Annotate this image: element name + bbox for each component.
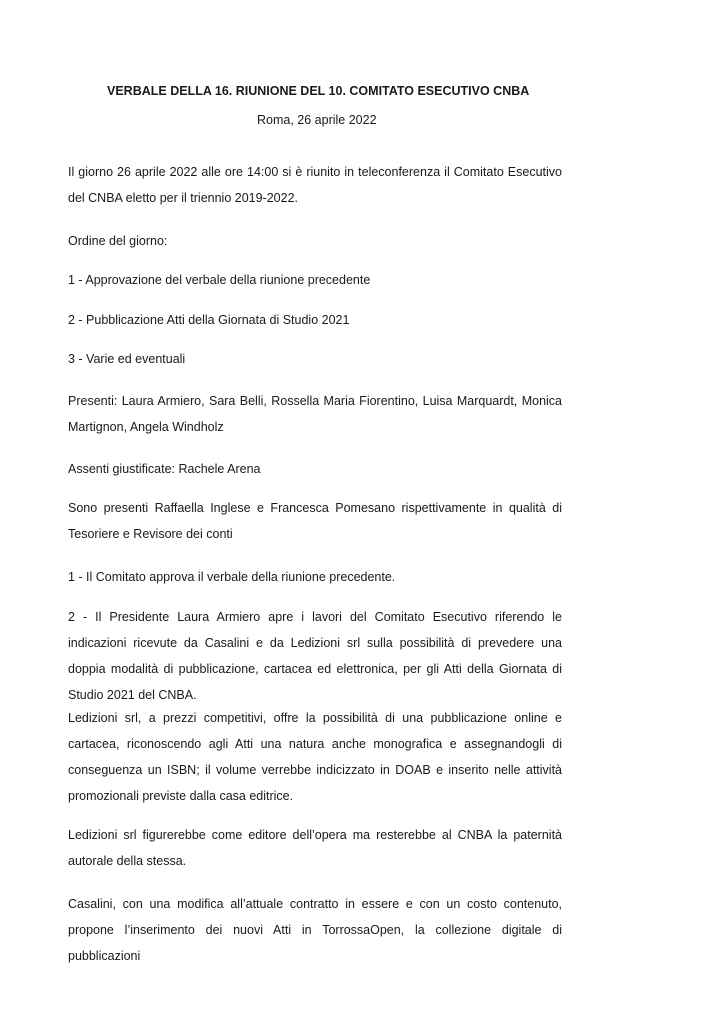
casalini-proposal-paragraph: Casalini, con una modifica all’attuale contratto in essere e con un costo contenuto, propone l’inserimento dei nuovi Atti in TorrossaOpen, la collezione digitale di pubblicazioni [68, 897, 562, 963]
meeting-intro-paragraph: Il giorno 26 aprile 2022 alle ore 14:00 si è riunito in teleconferenza il Comitato Esecutivo del CNBA eletto per il triennio 2019-2022. [68, 165, 562, 205]
agenda-heading: Ordine del giorno: [68, 234, 168, 248]
ledizioni-offer-paragraph: Ledizioni srl, a prezzi competitivi, offre la possibilità di una pubblicazione online e cartacea, riconoscendo agli Atti una natura anche monografica e assegnandogli di conseguenza un ISBN; il volume verrebbe indicizzato in DOAB e inserito nelle attività promozionali previste dalla casa editrice. [68, 711, 562, 803]
absentees-paragraph: Assenti giustificate: Rachele Arena [68, 462, 261, 476]
document-title: VERBALE DELLA 16. RIUNIONE DEL 10. COMITATO ESECUTIVO CNBA [107, 84, 530, 98]
ledizioni-publisher-paragraph: Ledizioni srl figurerebbe come editore dell’opera ma resterebbe al CNBA la paternità autorale della stessa. [68, 828, 562, 868]
agenda-item-2: 2 - Pubblicazione Atti della Giornata di Studio 2021 [68, 313, 350, 327]
agenda-item-1: 1 - Approvazione del verbale della riunione precedente [68, 273, 371, 287]
attendees-paragraph: Presenti: Laura Armiero, Sara Belli, Rossella Maria Fiorentino, Luisa Marquardt, Monica Martignon, Angela Windholz [68, 394, 562, 434]
item-1-resolution: 1 - Il Comitato approva il verbale della riunione precedente. [68, 570, 396, 584]
place-and-date: Roma, 26 aprile 2022 [257, 113, 377, 127]
agenda-item-3: 3 - Varie ed eventuali [68, 352, 186, 366]
item-2-discussion: 2 - Il Presidente Laura Armiero apre i lavori del Comitato Esecutivo riferendo le indicazioni ricevute da Casalini e da Ledizioni srl sulla possibilità di prevedere una doppia modalità di pubblicazione, cartacea ed elettronica, per gli Atti della Giornata di Studio 2021 del CNBA. [68, 610, 562, 702]
treasurer-auditor-paragraph: Sono presenti Raffaella Inglese e Francesca Pomesano rispettivamente in qualità di Tesoriere e Revisore dei conti [68, 501, 562, 541]
